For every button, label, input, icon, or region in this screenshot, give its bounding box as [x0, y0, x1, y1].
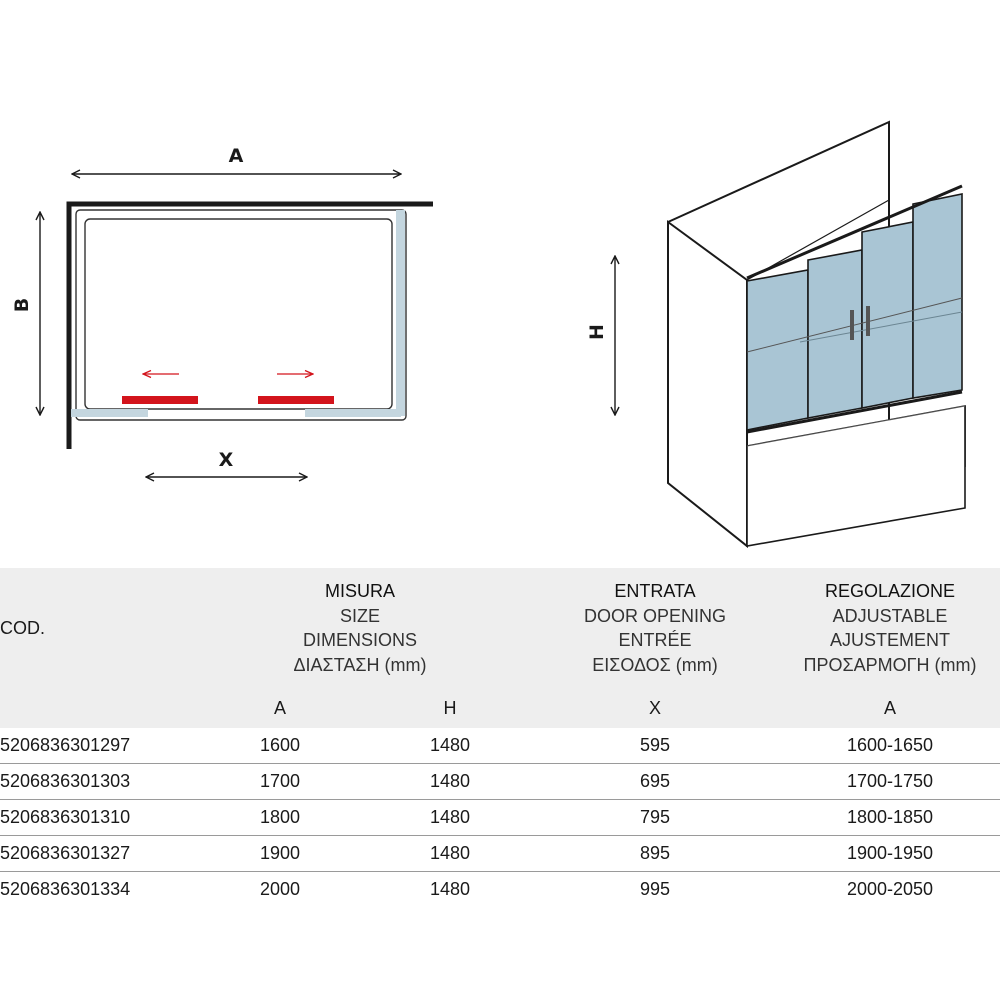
cell-code: 5206836301297 — [0, 728, 190, 764]
table-subheader-row — [0, 688, 1000, 728]
cell-x: 695 — [530, 764, 780, 800]
header-opening-fr: ENTRÉE — [618, 630, 692, 650]
header-adjust-en: ADJUSTABLE — [832, 605, 948, 626]
table-row — [0, 872, 1000, 908]
plan-bathtub-inner — [85, 219, 392, 409]
subheader-x: X — [648, 697, 661, 718]
cell-adj: 1600-1650 — [780, 728, 1000, 764]
room-left-wall — [668, 222, 747, 546]
header-size — [190, 568, 530, 688]
cell-a: 1700 — [190, 764, 370, 800]
cell-h: 1480 — [370, 836, 530, 872]
header-opening-gr: ΕΙΣΟΔΟΣ (mm) — [592, 654, 718, 675]
plan-bathtub-outer — [76, 210, 406, 420]
plan-sliding-panel-left — [122, 396, 198, 404]
cell-code: 5206836301303 — [0, 764, 190, 800]
cell-h: 1480 — [370, 800, 530, 836]
subheader-empty — [0, 688, 190, 728]
cell-a: 2000 — [259, 879, 301, 899]
door-handle-right — [866, 306, 870, 336]
header-size-en: SIZE — [339, 605, 380, 626]
table-row — [0, 728, 1000, 764]
dimension-h-label: H — [586, 324, 608, 340]
subheader-h: H — [443, 697, 457, 718]
header-opening-it: ENTRATA — [614, 581, 696, 601]
elevation-view — [586, 122, 965, 546]
header-size-fr: DIMENSIONS — [302, 630, 417, 650]
table-row — [0, 836, 1000, 872]
header-code: COD. — [0, 617, 45, 638]
plan-fixed-glass-left — [71, 409, 148, 417]
dimension-a-label: A — [228, 145, 244, 167]
cell-a: 1600 — [190, 728, 370, 764]
cell-x: 795 — [530, 800, 780, 836]
cell-h: 1480 — [429, 879, 471, 899]
glass-screen — [747, 186, 962, 432]
glass-panel-4 — [913, 194, 962, 398]
header-adjust-it: REGOLAZIONE — [824, 581, 956, 601]
cell-a: 1800 — [190, 800, 370, 836]
header-size-gr: ΔΙΑΣΤΑΣΗ (mm) — [293, 654, 427, 675]
subheader-a: A — [273, 697, 286, 718]
spec-table — [0, 568, 1000, 907]
plan-fixed-glass-right-bottom — [305, 409, 401, 417]
header-adjust-fr: AJUSTEMENT — [829, 630, 950, 650]
plan-view — [11, 145, 433, 477]
cell-h: 1480 — [370, 728, 530, 764]
header-adjust — [780, 568, 1000, 688]
cell-code: 5206836301310 — [0, 800, 190, 836]
header-size-it: MISURA — [324, 581, 395, 601]
table-header-row — [0, 568, 1000, 688]
header-opening — [530, 568, 780, 688]
subheader-adj-a: A — [883, 697, 896, 718]
header-adjust-gr: ΠΡΟΣΑΡΜΟΓΗ (mm) — [803, 654, 977, 675]
plan-fixed-glass-right — [396, 210, 405, 416]
cell-adj: 1900-1950 — [780, 836, 1000, 872]
plan-sliding-panel-right — [258, 396, 334, 404]
cell-adj: 2000-2050 — [846, 879, 934, 899]
cell-x: 995 — [639, 879, 671, 899]
cell-x: 895 — [530, 836, 780, 872]
header-opening-en: DOOR OPENING — [583, 605, 726, 626]
cell-code: 5206836301327 — [0, 836, 190, 872]
cell-a: 1900 — [190, 836, 370, 872]
dimension-b-label: B — [11, 297, 33, 313]
table-row — [0, 800, 1000, 836]
cell-h: 1480 — [370, 764, 530, 800]
cell-adj: 1800-1850 — [780, 800, 1000, 836]
cell-code: 5206836301334 — [0, 879, 131, 899]
door-handle-left — [850, 310, 854, 340]
cell-x: 595 — [530, 728, 780, 764]
cell-adj: 1700-1750 — [780, 764, 1000, 800]
dimension-x-label: X — [218, 449, 234, 471]
table-row — [0, 764, 1000, 800]
